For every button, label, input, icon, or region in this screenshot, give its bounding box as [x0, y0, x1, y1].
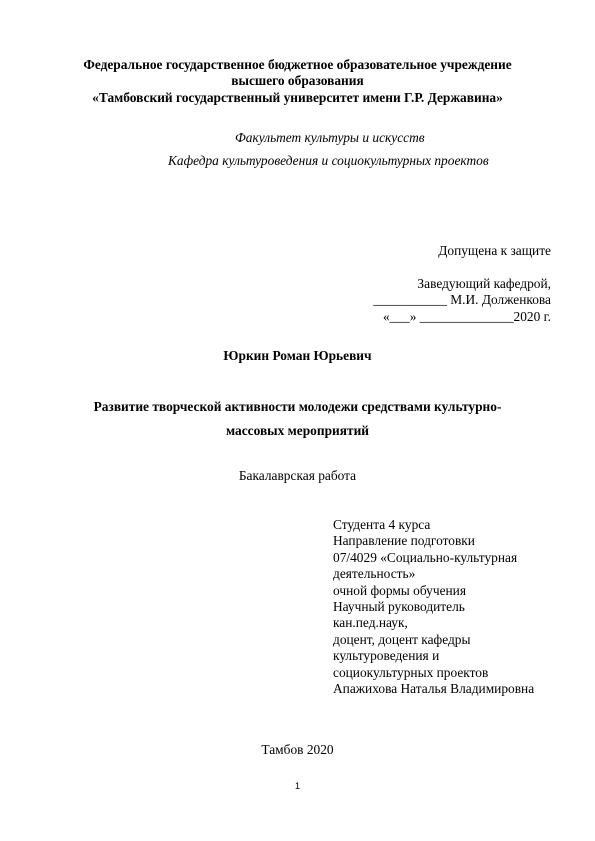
head-of-department-title: Заведующий кафедрой, — [417, 276, 551, 291]
student-info-line: кан.пед.наук, — [333, 615, 408, 631]
student-info-line: Научный руководитель — [333, 599, 465, 615]
student-info-line: Направление подготовки — [333, 533, 475, 549]
student-info-line: доцент, доцент кафедры — [333, 631, 471, 647]
student-info-line: 07/4029 «Социально-культурная — [333, 549, 518, 565]
student-info-line: деятельность» — [333, 566, 416, 582]
student-info-line: Апажихова Наталья Владимировна — [333, 681, 535, 697]
institution-line-1: Федеральное государственное бюджетное образовательное учреждение — [83, 57, 512, 72]
faculty-name: Факультет культуры и искусств — [235, 130, 425, 145]
department-name: Кафедра культуроведения и социокультурных проектов — [168, 153, 489, 168]
student-info-line: очной формы обучения — [333, 582, 467, 598]
work-type: Бакалаврская работа — [238, 468, 357, 483]
city-and-year: Тамбов 2020 — [261, 742, 334, 757]
author-name: Юркин Роман Юрьевич — [223, 348, 372, 363]
thesis-title-line-2: массовых мероприятий — [225, 423, 370, 438]
page-number: 1 — [294, 781, 300, 791]
student-info-line: социокультурных проектов — [333, 664, 489, 680]
head-signature-line: ___________ М.И. Долженкова — [373, 292, 551, 307]
thesis-title-line-1: Развитие творческой активности молодежи средствами культурно- — [93, 399, 502, 414]
student-info-line: культуроведения и — [333, 648, 440, 664]
student-info-line: Студента 4 курса — [333, 517, 431, 532]
approval-date-line: «___» ______________2020 г. — [382, 309, 551, 324]
institution-line-3: «Тамбовский государственный университет имени Г.Р. Державина» — [92, 90, 503, 105]
student-info-block — [333, 517, 573, 697]
admitted-to-defense: Допущена к защите — [438, 243, 551, 258]
institution-line-2: высшего образования — [231, 73, 364, 88]
